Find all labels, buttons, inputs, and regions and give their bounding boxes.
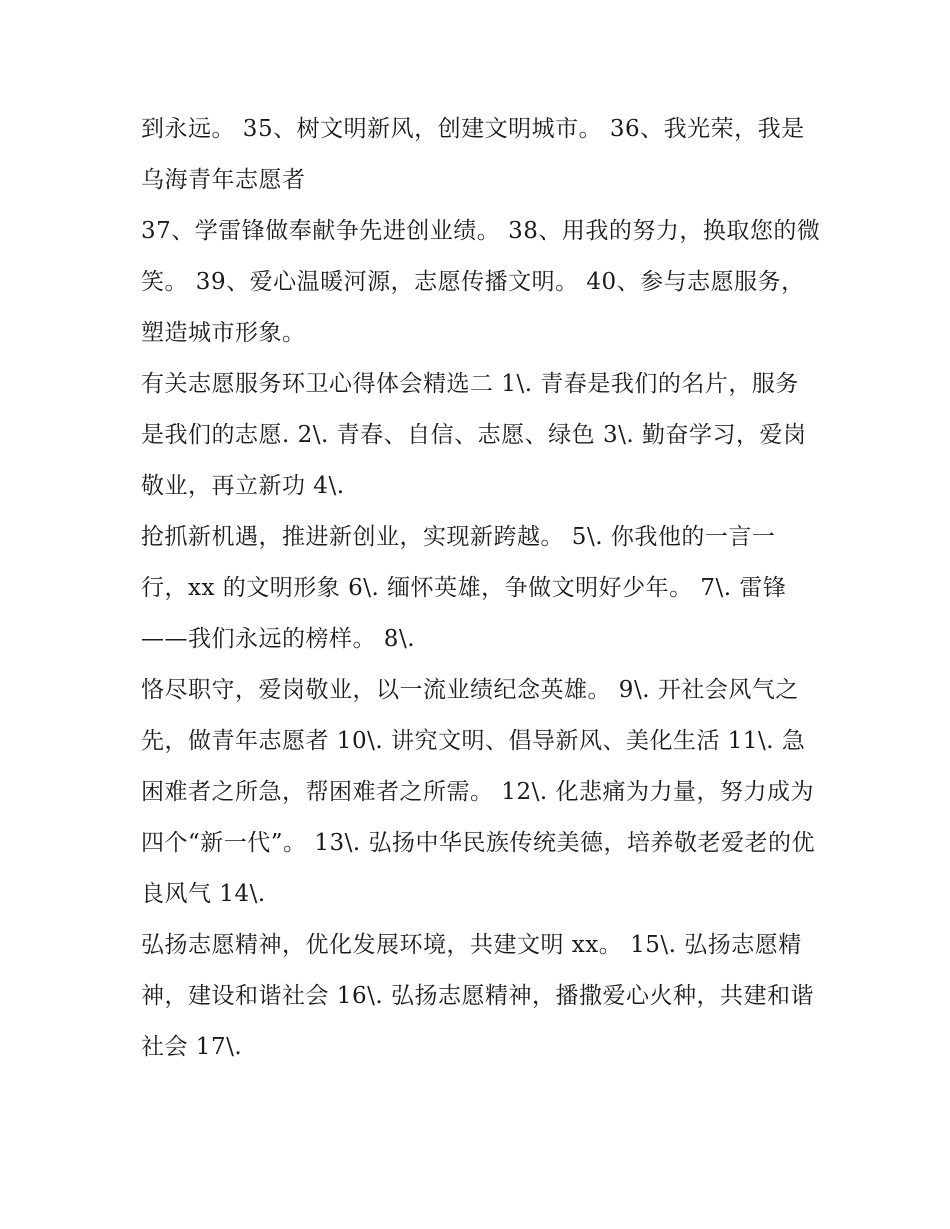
paragraph-6: 弘扬志愿精神，优化发展环境，共建文明 xx。 15\. 弘扬志愿精神，建设和谐社会 16\. 弘扬志愿精神，播撒爱心火种，共建和谐社会 17\. bbox=[141, 932, 814, 1060]
paragraph-1: 到永远。 35、树文明新风，创建文明城市。 36、我光荣，我是乌海青年志愿者 bbox=[141, 116, 805, 193]
paragraph-5: 恪尽职守，爱岗敬业，以一流业绩纪念英雄。 9\. 开社会风气之先，做青年志愿者 10\. 讲究文明、倡导新风、美化生活 11\. 急困难者之所急，帮困难者之所需。 12\. 化悲痛为力量，努力成为四个“新一代”。 13\. 弘扬中华民族传统美德，培养敬老爱老的优良风气 14\. bbox=[141, 677, 815, 907]
document-body bbox=[141, 104, 821, 1073]
paragraph-2: 37、学雷锋做奉献争先进创业绩。 38、用我的努力，换取您的微笑。 39、爱心温暖河源，志愿传播文明。 40、参与志愿服务，塑造城市形象。 bbox=[141, 218, 821, 346]
paragraph-3: 有关志愿服务环卫心得体会精选二 1\. 青春是我们的名片，服务是我们的志愿. 2\. 青春、自信、志愿、绿色 3\. 勤奋学习，爱岗敬业，再立新功 4\. bbox=[141, 371, 807, 499]
paragraph-4: 抢抓新机遇，推进新创业，实现新跨越。 5\. 你我他的一言一行，xx 的文明形象 6\. 缅怀英雄，争做文明好少年。 7\. 雷锋——我们永远的榜样。 8\. bbox=[141, 524, 787, 652]
